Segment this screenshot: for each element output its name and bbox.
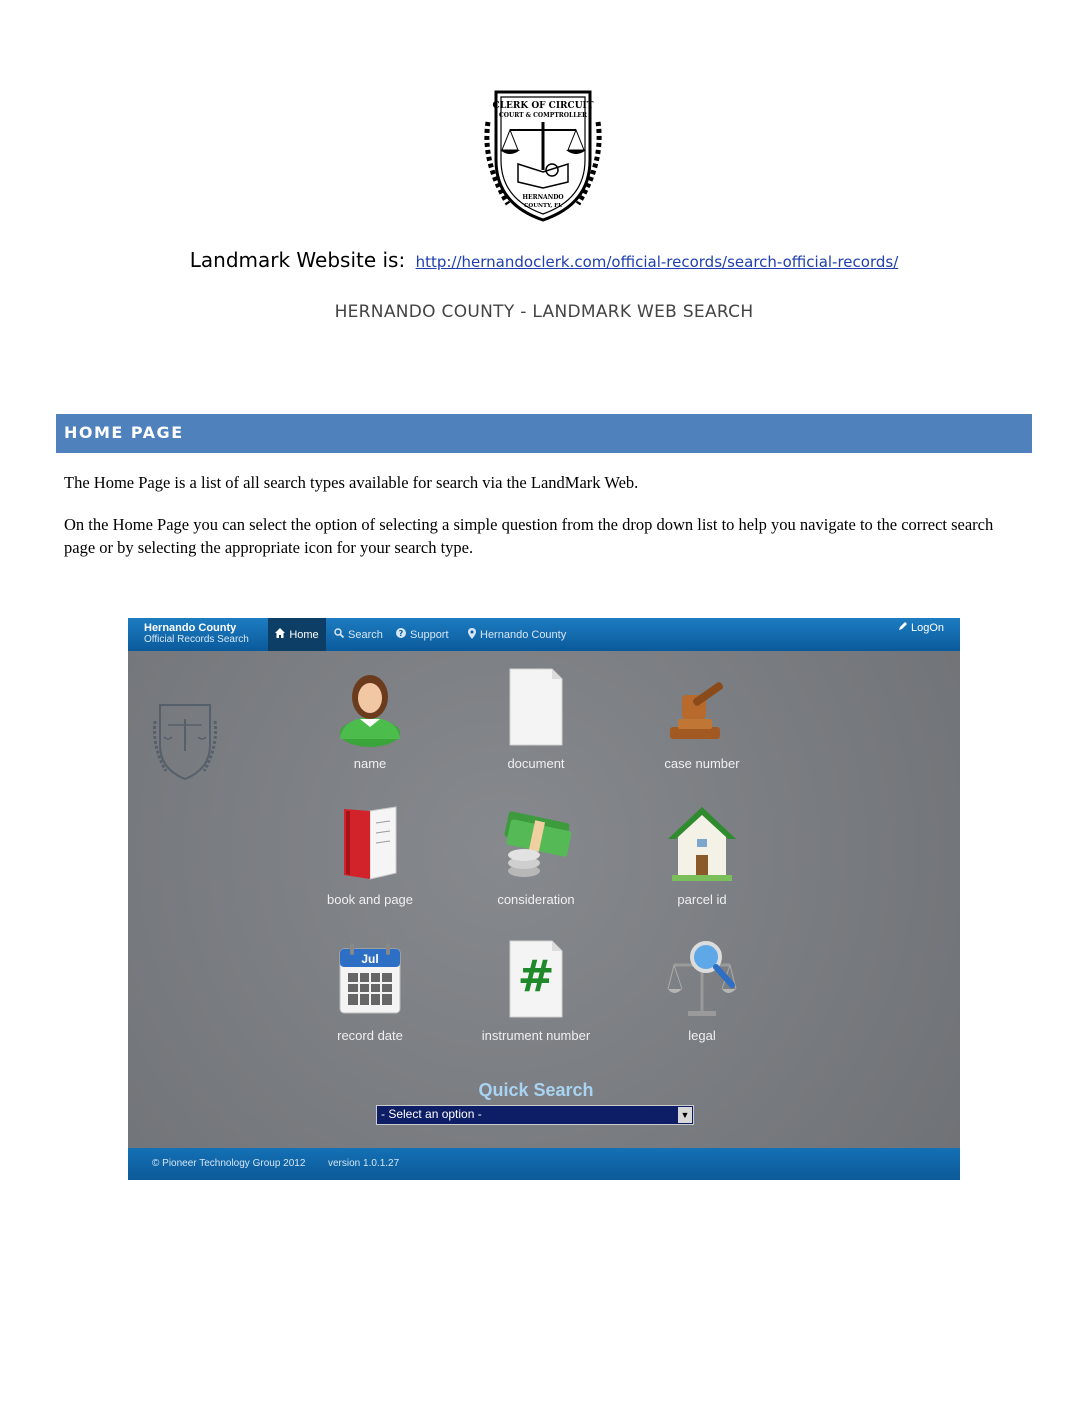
app-top-bar xyxy=(128,618,960,651)
tile-name-label: name xyxy=(353,756,387,771)
book-icon xyxy=(330,803,410,883)
intro-paragraph: The Home Page is a list of all search types available for search via the LandMark Web. xyxy=(64,473,639,492)
tile-book-and-page-label: book and page xyxy=(326,892,414,907)
svg-text:?: ? xyxy=(398,629,404,638)
brand-subtitle: Official Records Search xyxy=(144,634,249,645)
quick-search-select[interactable] xyxy=(376,1105,694,1125)
tile-book-and-page[interactable] xyxy=(295,803,445,907)
tile-consideration-label: consideration xyxy=(497,892,575,907)
tile-case-number[interactable] xyxy=(627,667,777,771)
person-icon xyxy=(330,667,410,747)
section-banner xyxy=(56,414,1032,453)
nav-search[interactable] xyxy=(334,618,383,651)
app-footer xyxy=(128,1148,960,1180)
money-icon xyxy=(496,803,576,883)
scales-magnifier-icon xyxy=(662,939,742,1019)
page-subtitle: HERNANDO COUNTY - LANDMARK WEB SEARCH xyxy=(334,302,754,322)
gavel-icon xyxy=(662,667,742,747)
app-brand[interactable] xyxy=(144,623,249,645)
nav-search-label: Search xyxy=(348,628,383,641)
document-icon xyxy=(496,667,576,747)
footer-version: version 1.0.1.27 xyxy=(328,1158,400,1169)
tile-document[interactable] xyxy=(461,667,611,771)
calendar-icon xyxy=(330,939,410,1019)
landmark-app-screenshot xyxy=(128,618,960,1180)
nav-home[interactable] xyxy=(268,618,326,651)
nav-home-label: Home xyxy=(289,628,319,641)
calendar-month: Jul xyxy=(361,952,379,966)
seal-text-bottom: HERNANDO xyxy=(522,194,564,201)
logon-label: LogOn xyxy=(910,622,944,634)
watermark-seal-icon xyxy=(152,699,218,781)
logon-link[interactable] xyxy=(898,621,944,634)
seal-text-bottom2: COUNTY, FL xyxy=(524,203,562,209)
footer-copyright: © Pioneer Technology Group 2012 xyxy=(152,1158,306,1169)
tile-instrument-number-label: instrument number xyxy=(481,1028,591,1043)
quick-search-title: Quick Search xyxy=(478,1080,594,1100)
clerk-seal-logo xyxy=(478,82,608,224)
quick-search-value: - Select an option - xyxy=(381,1107,482,1121)
tile-record-date-label: record date xyxy=(337,1028,403,1043)
map-pin-icon xyxy=(468,628,476,642)
home-icon xyxy=(275,628,285,641)
tile-document-label: document xyxy=(507,756,565,771)
app-body xyxy=(128,651,960,1148)
brand-title: Hernando County xyxy=(144,622,237,634)
tile-parcel-id[interactable] xyxy=(627,803,777,907)
hash-document-icon xyxy=(496,939,576,1019)
nav-hernando-label: Hernando County xyxy=(480,628,567,641)
question-icon xyxy=(396,628,406,641)
house-icon xyxy=(662,803,742,883)
tile-name[interactable] xyxy=(295,667,445,771)
tile-parcel-id-label: parcel id xyxy=(677,892,727,907)
seal-text-top: CLERK OF CIRCUIT xyxy=(492,101,594,111)
tile-record-date[interactable] xyxy=(295,939,445,1043)
tile-legal[interactable] xyxy=(627,939,777,1043)
search-icon xyxy=(334,628,344,641)
website-line xyxy=(0,248,1088,272)
website-link[interactable]: http://hernandoclerk.com/official-records/search-official-records/ xyxy=(415,253,899,271)
chevron-down-icon: ▼ xyxy=(678,1107,692,1123)
instructions-paragraph: On the Home Page you can select the option of selecting a simple question from the drop down list to help you navigate to the correct search page or by selecting the appropriate icon for your search type. xyxy=(64,515,994,557)
pencil-icon xyxy=(898,622,911,634)
tile-instrument-number[interactable] xyxy=(461,939,611,1043)
website-label: Landmark Website is: xyxy=(189,248,406,272)
section-title: HOME PAGE xyxy=(64,423,184,442)
seal-text-top2: COURT & COMPTROLLER xyxy=(498,112,588,119)
tile-legal-label: legal xyxy=(688,1028,716,1043)
svg-text:#: # xyxy=(517,951,555,1002)
nav-support-label: Support xyxy=(410,628,449,641)
tile-consideration[interactable] xyxy=(461,803,611,907)
tile-case-number-label: case number xyxy=(664,756,740,771)
nav-hernando-county[interactable] xyxy=(468,618,566,651)
nav-support[interactable] xyxy=(396,618,449,651)
